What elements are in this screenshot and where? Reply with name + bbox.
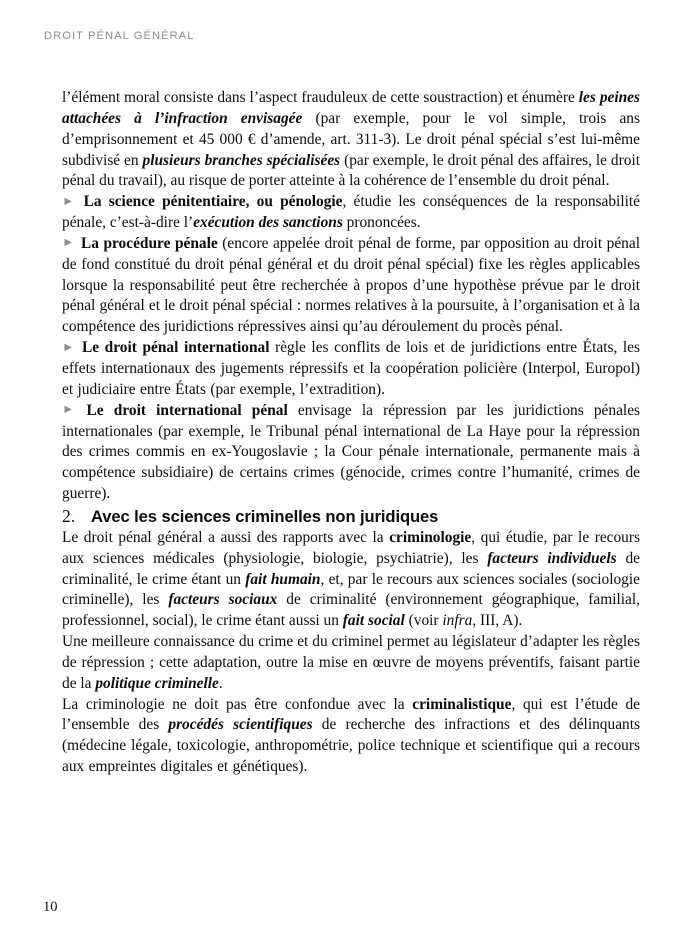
paragraph-criminologie <box>62 528 640 632</box>
text-run: (par exemple, le droit pénal des affaires, le droit pénal du travail), au risque de porter atteinte à la cohérence de l’ensemble du droit pénal. <box>62 151 640 190</box>
text-run: l’élément moral consiste dans l’aspect frauduleux de cette soustraction) et énumère <box>62 89 579 106</box>
text-run: , étudie les conséquences de la responsabilité pénale, c’est-à-dire l’ <box>62 193 640 232</box>
bullet-droit-international-penal <box>62 401 640 505</box>
text-run: , III, A). <box>472 612 523 630</box>
text-run: (voir <box>404 612 443 630</box>
lead-in-procedure-penale: La procédure pénale <box>80 234 218 252</box>
paragraph-droit-penal-special <box>62 88 640 192</box>
text-run: Une meilleure connaissance du crime et du criminel permet au législateur d’adapter les règles de répression ; cette adaptation, outre la mise en œuvre de moyens préventifs, faisant partie de la <box>62 633 640 692</box>
bullet-science-penitentiaire <box>62 192 640 234</box>
running-head: DROIT PÉNAL GÉNÉRAL <box>44 30 195 42</box>
text-run: (encore appelée droit pénal de forme, par opposition au droit pénal de fond constitué du droit pénal général et du droit pénal spécial) fixe les règles applicables lorsque la responsabilité peut être recherchée à propos d’une hypothèse prévue par le droit pénal général et le droit pénal spécial : normes relatives à la poursuite, à l’organisation et à la compétence des juridictions répressives ainsi qu’au déroulement du procès pénal. <box>62 234 640 336</box>
triangle-right-icon: ► <box>62 235 75 250</box>
text-run: La criminologie ne doit pas être confondue avec la <box>62 695 413 713</box>
emphasis-politique-criminelle: politique criminelle <box>95 674 219 692</box>
section-title: Avec les sciences criminelles non juridiques <box>91 506 439 526</box>
text-run: , qui est l’étude de l’ensemble des <box>62 695 640 734</box>
text-run: , et, par le recours aux sciences sociales (sociologie criminelle), les <box>62 570 640 609</box>
emphasis-procedes-scientifiques: procédés scientifiques <box>168 716 313 734</box>
emphasis-execution-des-sanctions: exécution des sanctions <box>193 214 343 232</box>
section-heading <box>62 505 640 528</box>
emphasis-branches-specialisees: plusieurs branches spécialisées <box>142 151 341 169</box>
emphasis-criminologie: criminologie <box>389 528 472 546</box>
lead-in-droit-penal-international: Le droit pénal international <box>81 339 270 357</box>
emphasis-facteurs-individuels: facteurs individuels <box>487 549 617 567</box>
text-run: prononcées. <box>342 214 421 232</box>
emphasis-peines-attachees: les peines attachées à l’infraction envisagée <box>62 89 640 127</box>
triangle-right-icon: ► <box>62 339 75 354</box>
emphasis-facteurs-sociaux: facteurs sociaux <box>168 591 278 609</box>
emphasis-fait-humain: fait humain <box>245 570 321 588</box>
emphasis-criminalistique: criminalistique <box>412 695 512 713</box>
text-column <box>62 88 640 778</box>
paragraph-politique-criminelle <box>62 632 640 695</box>
text-run: de criminalité (environnement géographique, familial, professionnel, social), le crime étant aussi un <box>62 591 640 630</box>
text-run: . <box>218 674 223 692</box>
bullet-droit-penal-international <box>62 338 640 401</box>
triangle-right-icon: ► <box>62 402 75 417</box>
text-run: de recherche des infractions et des délinquants (médecine légale, toxicologie, anthropométrie, police technique et scientifique qui a recours aux empreintes digitales et génétiques). <box>62 716 640 776</box>
text-run: règle les conflits de lois et de juridictions entre États, les effets internationaux des jugements répressifs et la coopération policière (Interpol, Europol) et judiciaire entre États (par exemple, l’extradition). <box>62 339 640 398</box>
text-run: , qui étudie, par le recours aux sciences médicales (physiologie, biologie, psychiatrie), les <box>62 528 640 567</box>
triangle-right-icon: ► <box>62 193 75 208</box>
text-run: de criminalité, le crime étant un <box>62 549 640 588</box>
emphasis-fait-social: fait social <box>342 612 405 630</box>
bullet-procedure-penale <box>62 234 640 338</box>
page-number: 10 <box>43 899 58 915</box>
text-run: envisage la répression par les juridictions pénales internationales (par exemple, le Tribunal pénal international de La Haye pour la répression des crimes commis en ex-Yougoslavie ; la Cour pénale internationale, permanente mais à compétence subsidiaire) de certains crimes (génocide, crimes contre l’humanité, crimes de guerre). <box>62 401 641 503</box>
text-run: Le droit pénal général a aussi des rapports avec la <box>62 528 390 546</box>
lead-in-droit-international-penal: Le droit international pénal <box>86 401 288 419</box>
lead-in-science-penitentiaire: La science pénitentiaire, ou pénologie <box>83 193 343 211</box>
text-run: (par exemple, pour le vol simple, trois ans d’emprisonnement et 45 000 € d’amende, art. 311-3). Le droit pénal spécial s’est lui-même subdivisé en <box>62 109 640 169</box>
paragraph-criminalistique <box>62 695 640 778</box>
section-number: 2. <box>62 505 76 526</box>
emphasis-infra: infra <box>442 612 473 630</box>
